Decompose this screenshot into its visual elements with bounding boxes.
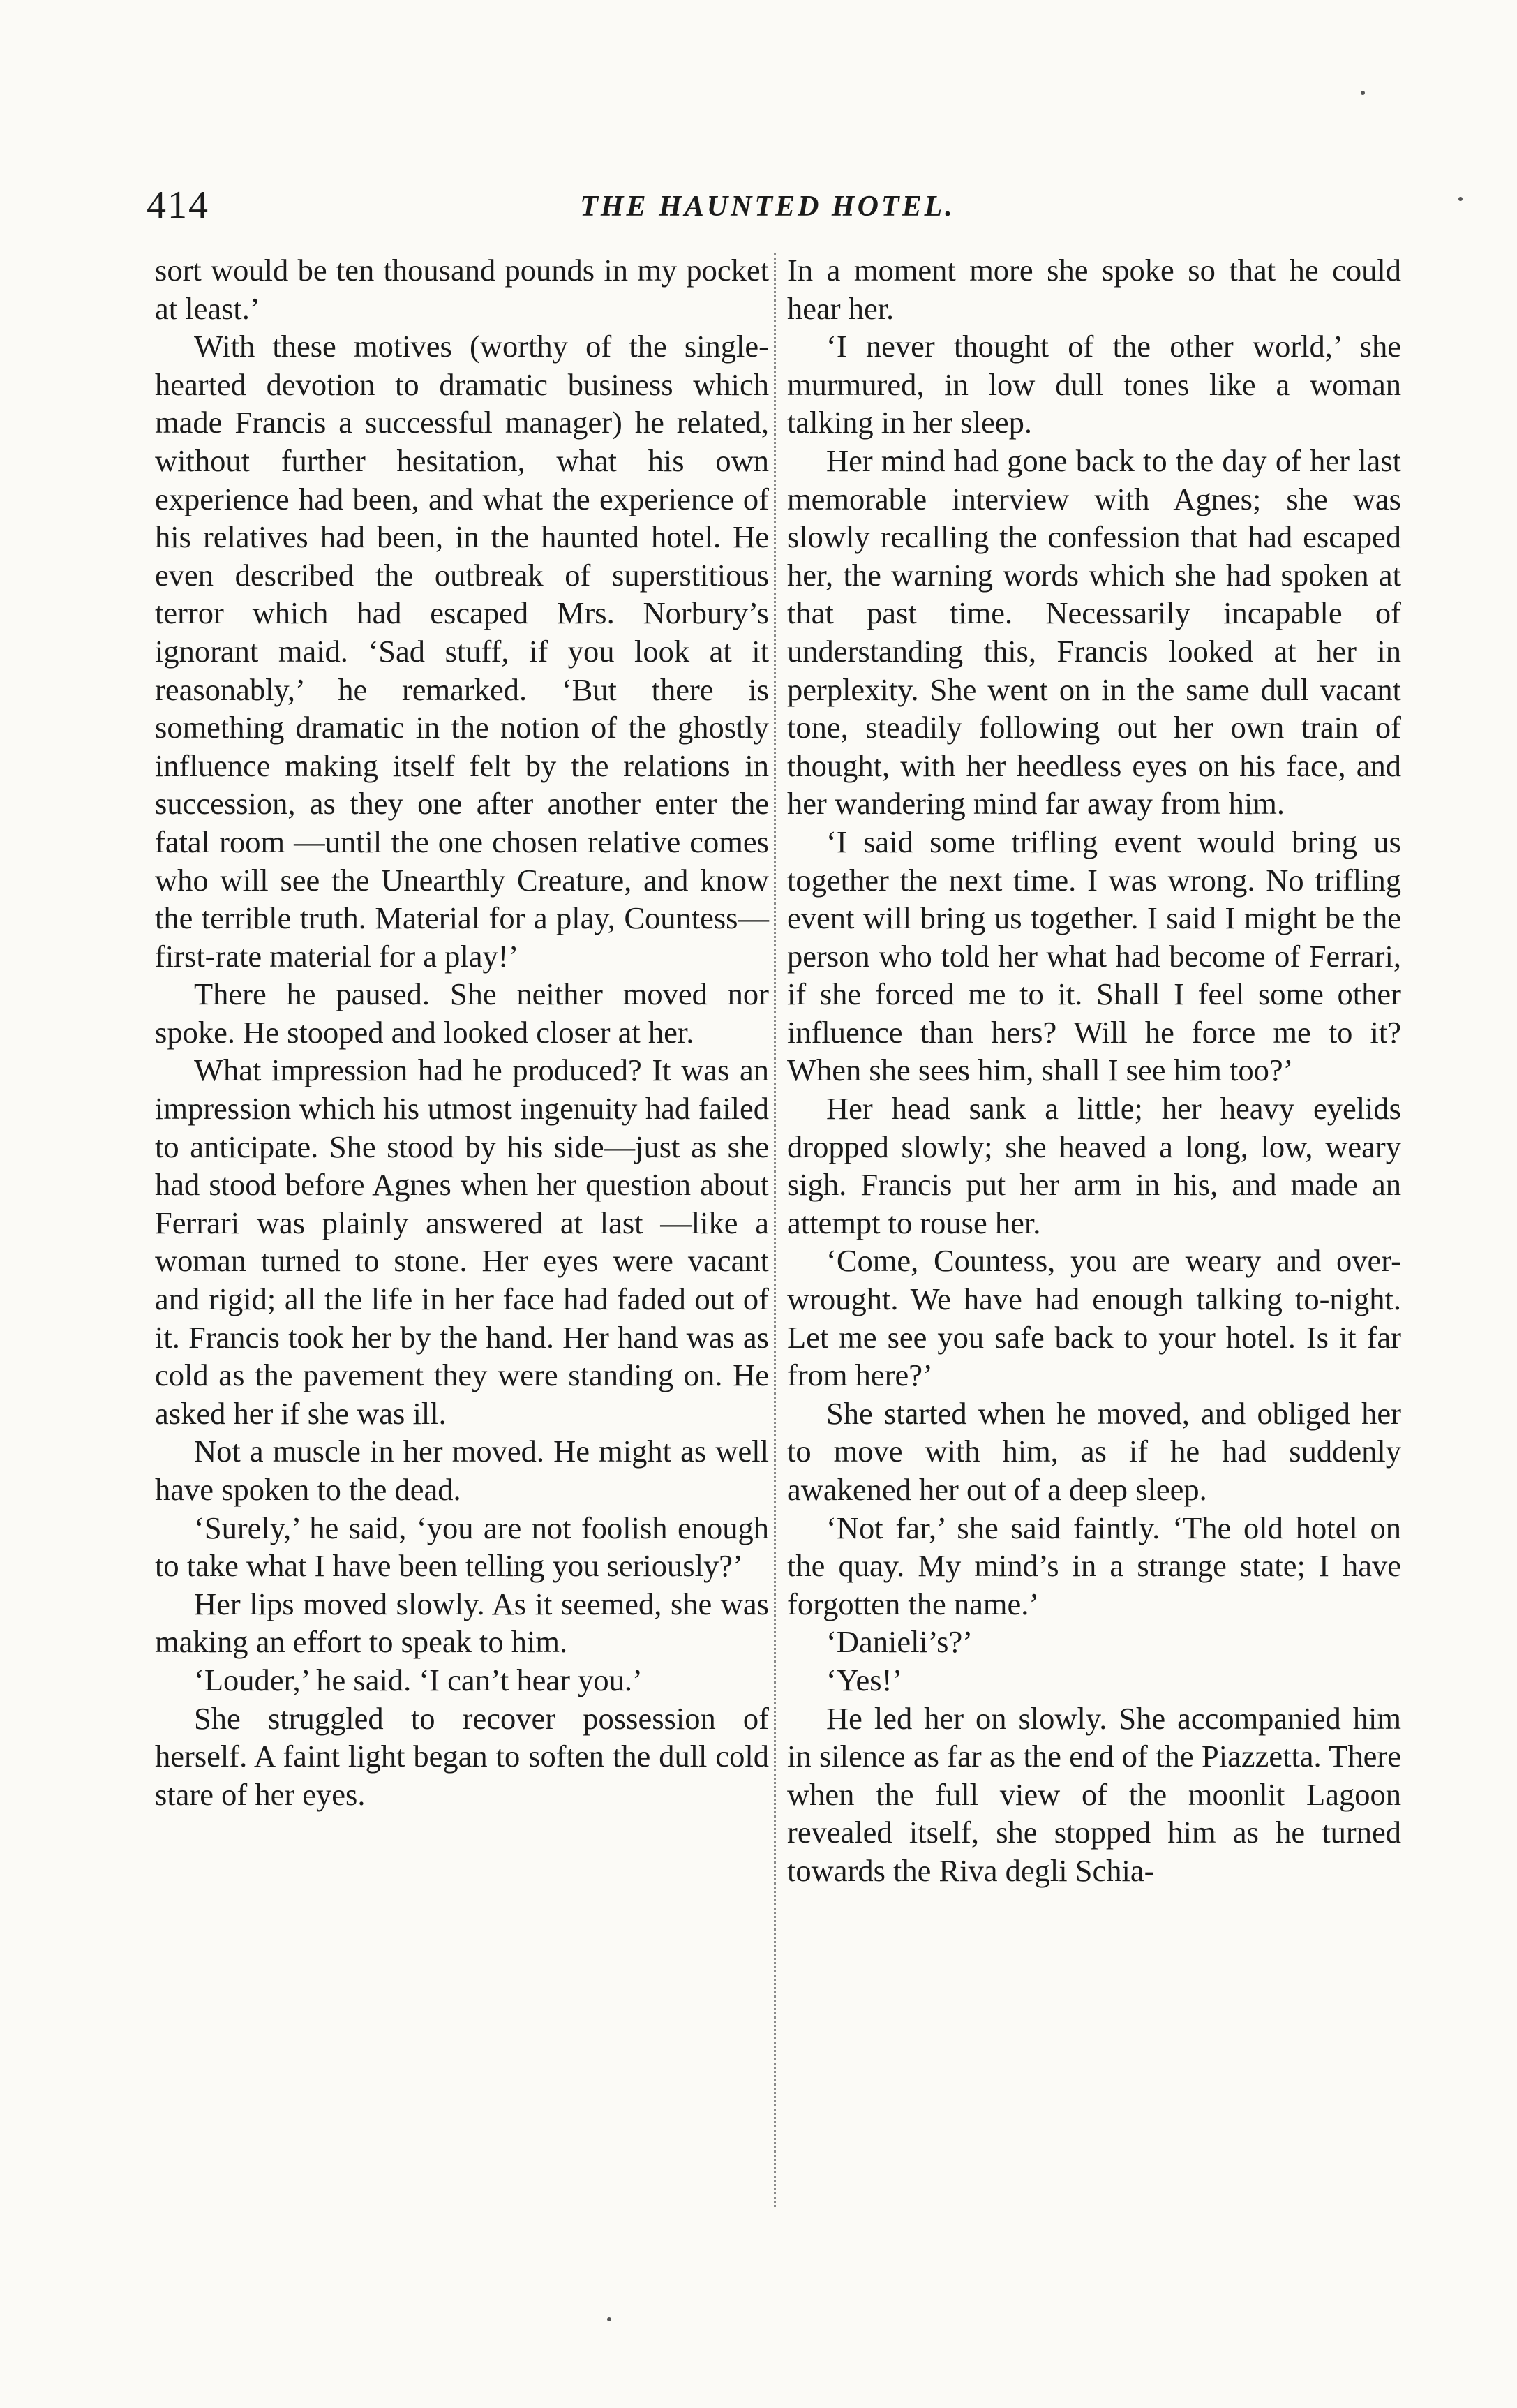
- paragraph: ‘I never thought of the other world,’ she murmured, in low dull tones like a woman talking in her sleep.: [787, 329, 1401, 440]
- paragraph: What impression had he produced? It was an impression which his utmost ingenuity had failed to anticipate. She stood by his side—just as she had stood before Agnes when her question about Ferrari was plainly answered at last —like a woman turned to stone. Her eyes were vacant and rigid; all the life in her face had faded out of it. Francis took her by the hand. Her hand was as cold as the pavement they were standing on. He asked her if she was ill.: [155, 1053, 769, 1431]
- running-title: THE HAUNTED HOTEL.: [580, 191, 955, 223]
- paragraph: Not a muscle in her moved. He might as well have spoken to the dead.: [155, 1434, 769, 1507]
- paragraph: ‘Louder,’ he said. ‘I can’t hear you.’: [194, 1662, 643, 1697]
- page-header: [147, 183, 1389, 239]
- paragraph: Her head sank a little; her heavy eyelids dropped slowly; she heaved a long, low, weary sigh. Francis put her arm in his, and made an attempt to rouse her.: [787, 1091, 1401, 1240]
- paragraph: She struggled to recover possession of herself. A faint light began to soften the dull cold stare of her eyes.: [155, 1700, 769, 1812]
- paragraph: Her lips moved slowly. As it seemed, she was making an effort to speak to him.: [155, 1586, 769, 1660]
- page-number: 414: [147, 184, 209, 227]
- paragraph: ‘Surely,’ he said, ‘you are not foolish enough to take what I have been telling you seriously?’: [155, 1510, 769, 1584]
- print-speck: [1361, 91, 1365, 95]
- paragraph: ‘Not far,’ she said faintly. ‘The old hotel on the quay. My mind’s in a strange state; I have forgotten the name.’: [787, 1510, 1401, 1621]
- column-divider: [774, 253, 776, 2207]
- paragraph: ‘I said some trifling event would bring us together the next time. I was wrong. No trifling event will bring us together. I said I might be the person who told her what had become of Ferrari, if she forced me to it. Shall I feel some other influence than hers? Will he force me to it? When she sees him, shall I see him too?’: [787, 824, 1401, 1088]
- left-column: [155, 251, 769, 1813]
- right-column: [787, 251, 1401, 1890]
- paragraph: There he paused. She neither moved nor spoke. He stooped and looked closer at her.: [155, 976, 769, 1050]
- paragraph: ‘Yes!’: [826, 1662, 903, 1697]
- paragraph: ‘Come, Countess, you are weary and over-wrought. We have had enough talking to-night. Let me see you safe back to your hotel. Is it far from here?’: [787, 1243, 1401, 1393]
- paragraph: Her mind had gone back to the day of her last memorable interview with Agnes; she was slowly recalling the confession that had escaped her, the warning words which she had spoken at that past time. Necessarily incapable of understanding this, Francis looked at her in perplexity. She went on in the same dull vacant tone, steadily following out her own train of thought, with her heedless eyes on his face, and her wandering mind far away from him.: [787, 443, 1401, 822]
- paragraph: sort would be ten thousand pounds in my pocket at least.’: [155, 253, 769, 326]
- paragraph: With these motives (worthy of the single-hearted devotion to dramatic business which made Francis a successful manager) he related, without further hesitation, what his own experience had been, and what the experience of his relatives had been, in the haunted hotel. He even described the outbreak of superstitious terror which had escaped Mrs. Norbury’s ignorant maid. ‘Sad stuff, if you look at it reasonably,’ he remarked. ‘But there is something dramatic in the notion of the ghostly influence making itself felt by the relations in succession, as they one after another enter the fatal room —until the one chosen relative comes who will see the Unearthly Creature, and know the terrible truth. Material for a play, Countess—first-rate material for a play!’: [155, 329, 769, 974]
- print-speck: [1458, 197, 1463, 201]
- paragraph: ‘Danieli’s?’: [826, 1624, 973, 1660]
- paragraph: She started when he moved, and obliged her to move with him, as if he had suddenly awakened her out of a deep sleep.: [787, 1395, 1401, 1507]
- paragraph: In a moment more she spoke so that he could hear her.: [787, 253, 1401, 326]
- paragraph: He led her on slowly. She accompanied him in silence as far as the end of the Piazzetta. There when the full view of the moonlit Lagoon revealed itself, she stopped him as he turned towards the Riva degli Schia-: [787, 1700, 1401, 1888]
- print-speck: [607, 2317, 611, 2321]
